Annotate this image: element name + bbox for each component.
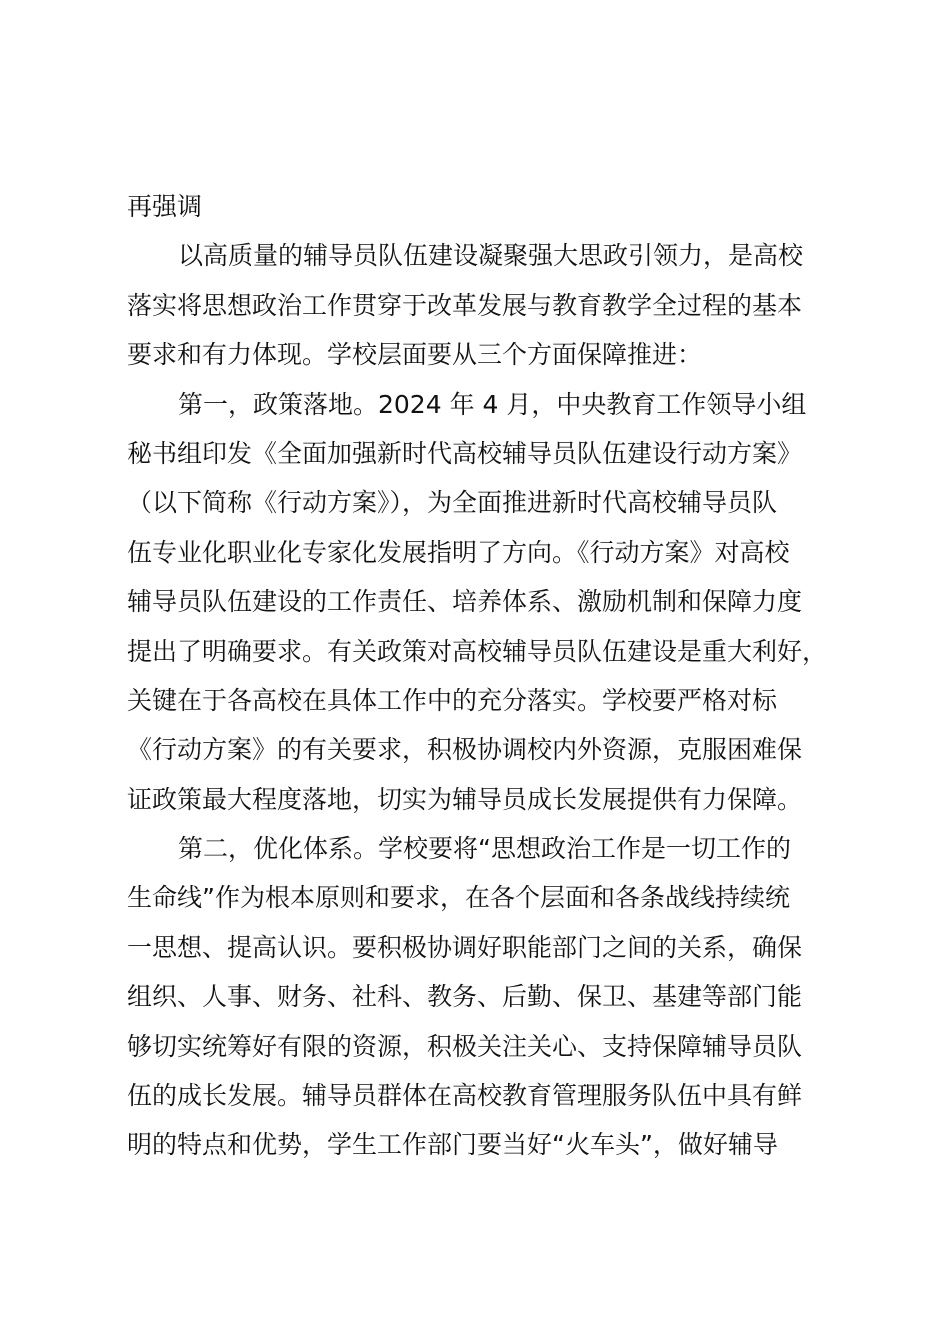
text-line: （以下简称《行动方案》），为全面推进新时代高校辅导员队 — [127, 488, 778, 518]
text-line: 《行动方案》的有关要求，积极协调校内外资源，克服困难保 — [127, 735, 803, 765]
text-line: 提出了明确要求。有关政策对高校辅导员队伍建设是重大利好， — [127, 636, 828, 666]
text-line: 够切实统筹好有限的资源，积极关注关心、支持保障辅导员队 — [127, 1031, 803, 1061]
text-line: 辅导员队伍建设的工作责任、培养体系、激励机制和保障力度 — [127, 587, 803, 617]
text-line: 秘书组印发《全面加强新时代高校辅导员队伍建设行动方案》 — [127, 438, 803, 468]
text-line: 落实将思想政治工作贯穿于改革发展与教育教学全过程的基本 — [127, 290, 803, 320]
text-line: 要求和有力体现。学校层面要从三个方面保障推进： — [127, 340, 703, 370]
text-line: 伍专业化职业化专家化发展指明了方向。《行动方案》对高校 — [127, 537, 790, 567]
text-line: 生命线”作为根本原则和要求，在各个层面和各条战线持续统 — [127, 883, 790, 913]
text-line: 第一，政策落地。2024 年 4 月，中央教育工作领导小组 — [178, 389, 807, 419]
text-line: 明的特点和优势，学生工作部门要当好“火车头”，做好辅导 — [127, 1130, 778, 1160]
text-line: 一思想、提高认识。要积极协调好职能部门之间的关系，确保 — [127, 932, 803, 962]
text-line: 关键在于各高校在具体工作中的充分落实。学校要严格对标 — [127, 685, 778, 715]
text-line: 再强调 — [127, 192, 203, 221]
text-line: 第二，优化体系。学校要将“思想政治工作是一切工作的 — [178, 834, 791, 864]
body-text — [127, 182, 847, 1170]
text-line: 组织、人事、财务、社科、教务、后勤、保卫、基建等部门能 — [127, 982, 803, 1012]
text-line: 伍的成长发展。辅导员群体在高校教育管理服务队伍中具有鲜 — [127, 1081, 803, 1111]
text-line: 以高质量的辅导员队伍建设凝聚强大思政引领力，是高校 — [178, 241, 804, 271]
text-line: 证政策最大程度落地，切实为辅导员成长发展提供有力保障。 — [127, 784, 803, 814]
